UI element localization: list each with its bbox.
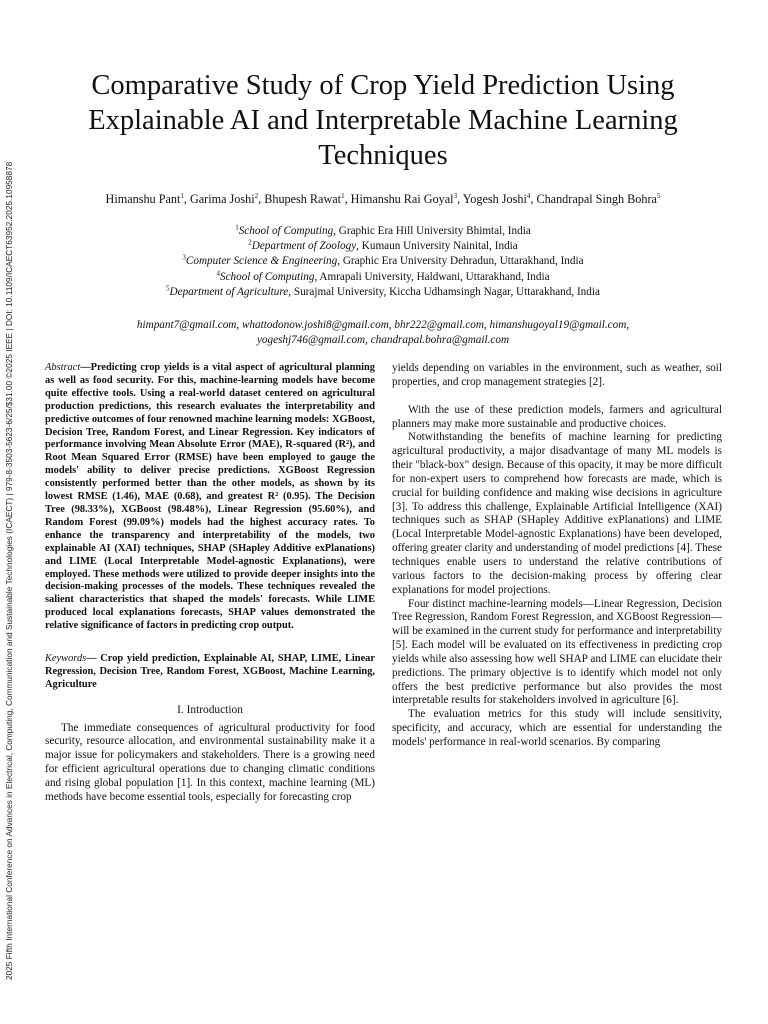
affiliation: $^2$Department of Zoology, Kumaun University Nainital, India (248, 238, 518, 253)
abstract-text: —Predicting crop yields is a vital aspect of agricultural planning as well as food security. For this, machine-learning models have become quite effective tools. Using a real-world dataset centered on agricultural production predictions, this research evaluates the interpretability and predictive outcomes of four renowned machine learning models: XGBoost, Decision Tree, Random Forest, and Linear Regression. Key indicators of performance involving Mean Absolute Error (MAE), R-squared (R²), and Root Mean Squared Error (RMSE) have been employed to gauge the models' ability to deliver precise predictions. XGBoost Regression consistently performed better than the other models, as shown by its lowest RMSE (1.46), MAE (0.68), and greatest R² (0.95). The Decision Tree (98.33%), XGBoost (98.48%), Linear Regression (95.60%), and Random Forest (99.09%) models had the highest accuracy rates. To enhance the transparency and interpretability of the models, two explainable AI (XAI) techniques, SHAP (SHapley Additive exPlanations) and LIME (Local Interpretable Model-agnostic Explanations), were employed. These methods were utilized to provide deeper insights into the decision-making processes of the models. These techniques revealed the salient characteristics that shaped the models' forecasts. While LIME produced local explanations forecasts, SHAP values demonstrated the relative significance of factors in predicting crop output. (45, 362, 375, 632)
affiliation: $^1$School of Computing, Graphic Era Hill University Bhimtal, India (235, 223, 531, 237)
author-name: Garima Joshi (189, 192, 255, 206)
abstract-label: Abstract (45, 362, 81, 373)
affiliation-list (30, 224, 736, 300)
affiliation: $^4$School of Computing, Amrapali University, Haldwani, Uttarakhand, India (216, 268, 550, 283)
author-name: Himanshu Rai Goyal (350, 192, 454, 206)
body-paragraph: yields depending on variables in the environment, such as weather, soil properties, and crop management strategies [2]. (392, 362, 722, 388)
left-column (45, 362, 375, 805)
keywords-text: — Crop yield prediction, Explainable AI, SHAP, LIME, Linear Regression, Decision Tree, Random Forest, XGBoost, Machine Learning, Agriculture (45, 653, 375, 690)
body-paragraph: With the use of these prediction models, farmers and agricultural planners may make more sustainable and productive choices. (392, 403, 722, 430)
publication-sidebar (0, 0, 26, 1024)
author-name: Chandrapal Singh Bohra (536, 192, 657, 206)
email-list (30, 318, 736, 347)
section-heading: I. Introduction (177, 703, 243, 716)
keywords (45, 653, 375, 692)
body-paragraph: Four distinct machine-learning models—Linear Regression, Decision Tree Regression, Random Forest Regression, and XGBoost Regression—will be examined in the current study for performance and interpretability [5]. Each model will be evaluated on its effectiveness in predicting crop yields while also assessing how well SHAP and LIME can elucidate their predictions. The primary objective is to identify which model not only offers the best predictive performance but also provides the most interpretable results for stakeholders involved in agriculture [6]. (392, 597, 722, 707)
body-paragraph: The evaluation metrics for this study will include sensitivity, specificity, and accuracy, which are essential for understanding the models' performance in real-world scenarios. By comparing (392, 708, 722, 748)
author-list: Himanshu Pant$^1$, Garima Joshi$^2$, Bhupesh Rawat$^1$, Himanshu Rai Goyal$^3$, Yogesh Joshi$^4$, Chandrapal Singh Bohra$^5$ (105, 191, 661, 206)
keywords-label: Keywords (45, 653, 87, 665)
body-paragraph: Notwithstanding the benefits of machine learning for predicting agricultural productivity, a major disadvantage of many ML models is their "black-box" design. Because of this opacity, it may be more difficult for non-expert users to comprehend how forecasts are made, which is crucial for building confidence and making wise decisions in agriculture [3]. To address this challenge, Explainable Artificial Intelligence (XAI) techniques such as SHAP (SHapley Additive exPlanations) and LIME (Local Interpretable Model-agnostic Explanations) have been developed, offering greater clarity and understanding of model predictions [4]. These techniques enable users to understand the relative contributions of various factors to the decision-making process by offering clear explanations for model projections. (392, 431, 722, 596)
affiliation: $^3$Computer Science & Engineering, Graphic Era University Dehradun, Uttarakhand, India (182, 253, 584, 268)
conference-doi-line: 2025 Fifth International Conference on Advances in Electrical, Computing, Communication and Sustainable Technologies (ICAECT) | 979-8-3503-5623-6/25/$31.00 ©2025 IEEE | DOI: 10.1109/ICAECT63952.2025.10958878 (5, 161, 14, 980)
email-line[interactable]: himpant7@gmail.com, whattodonow.joshi8@gmail.com, bhr222@gmail.com, himanshugoyal19@gmail.com, (136, 319, 630, 331)
body-paragraph: The immediate consequences of agricultural productivity for food security, resource allocation, and environmental sustainability make it a major issue for policymakers and stakeholders. There is a growing need for efficient agricultural operations due to changing climatic conditions and rising global population [1]. In this context, machine learning (ML) methods have become essential tools, especially for forecasting crop (45, 721, 375, 803)
email-line[interactable]: yogeshj746@gmail.com, chandrapal.bohra@gmail.com (256, 333, 510, 346)
right-column (392, 362, 722, 750)
author-name: Yogesh Joshi (462, 192, 527, 206)
author-name: Himanshu Pant (105, 192, 181, 206)
author-name: Bhupesh Rawat (264, 192, 342, 206)
paper-title: Comparative Study of Crop Yield Prediction Using Explainable AI and Interpretable Machine Learning Techniques (88, 70, 678, 171)
affiliation: $^5$Department of Agriculture, Surajmal University, Kiccha Udhamsingh Nagar, Uttarakhand, India (166, 284, 600, 298)
abstract (45, 362, 375, 633)
